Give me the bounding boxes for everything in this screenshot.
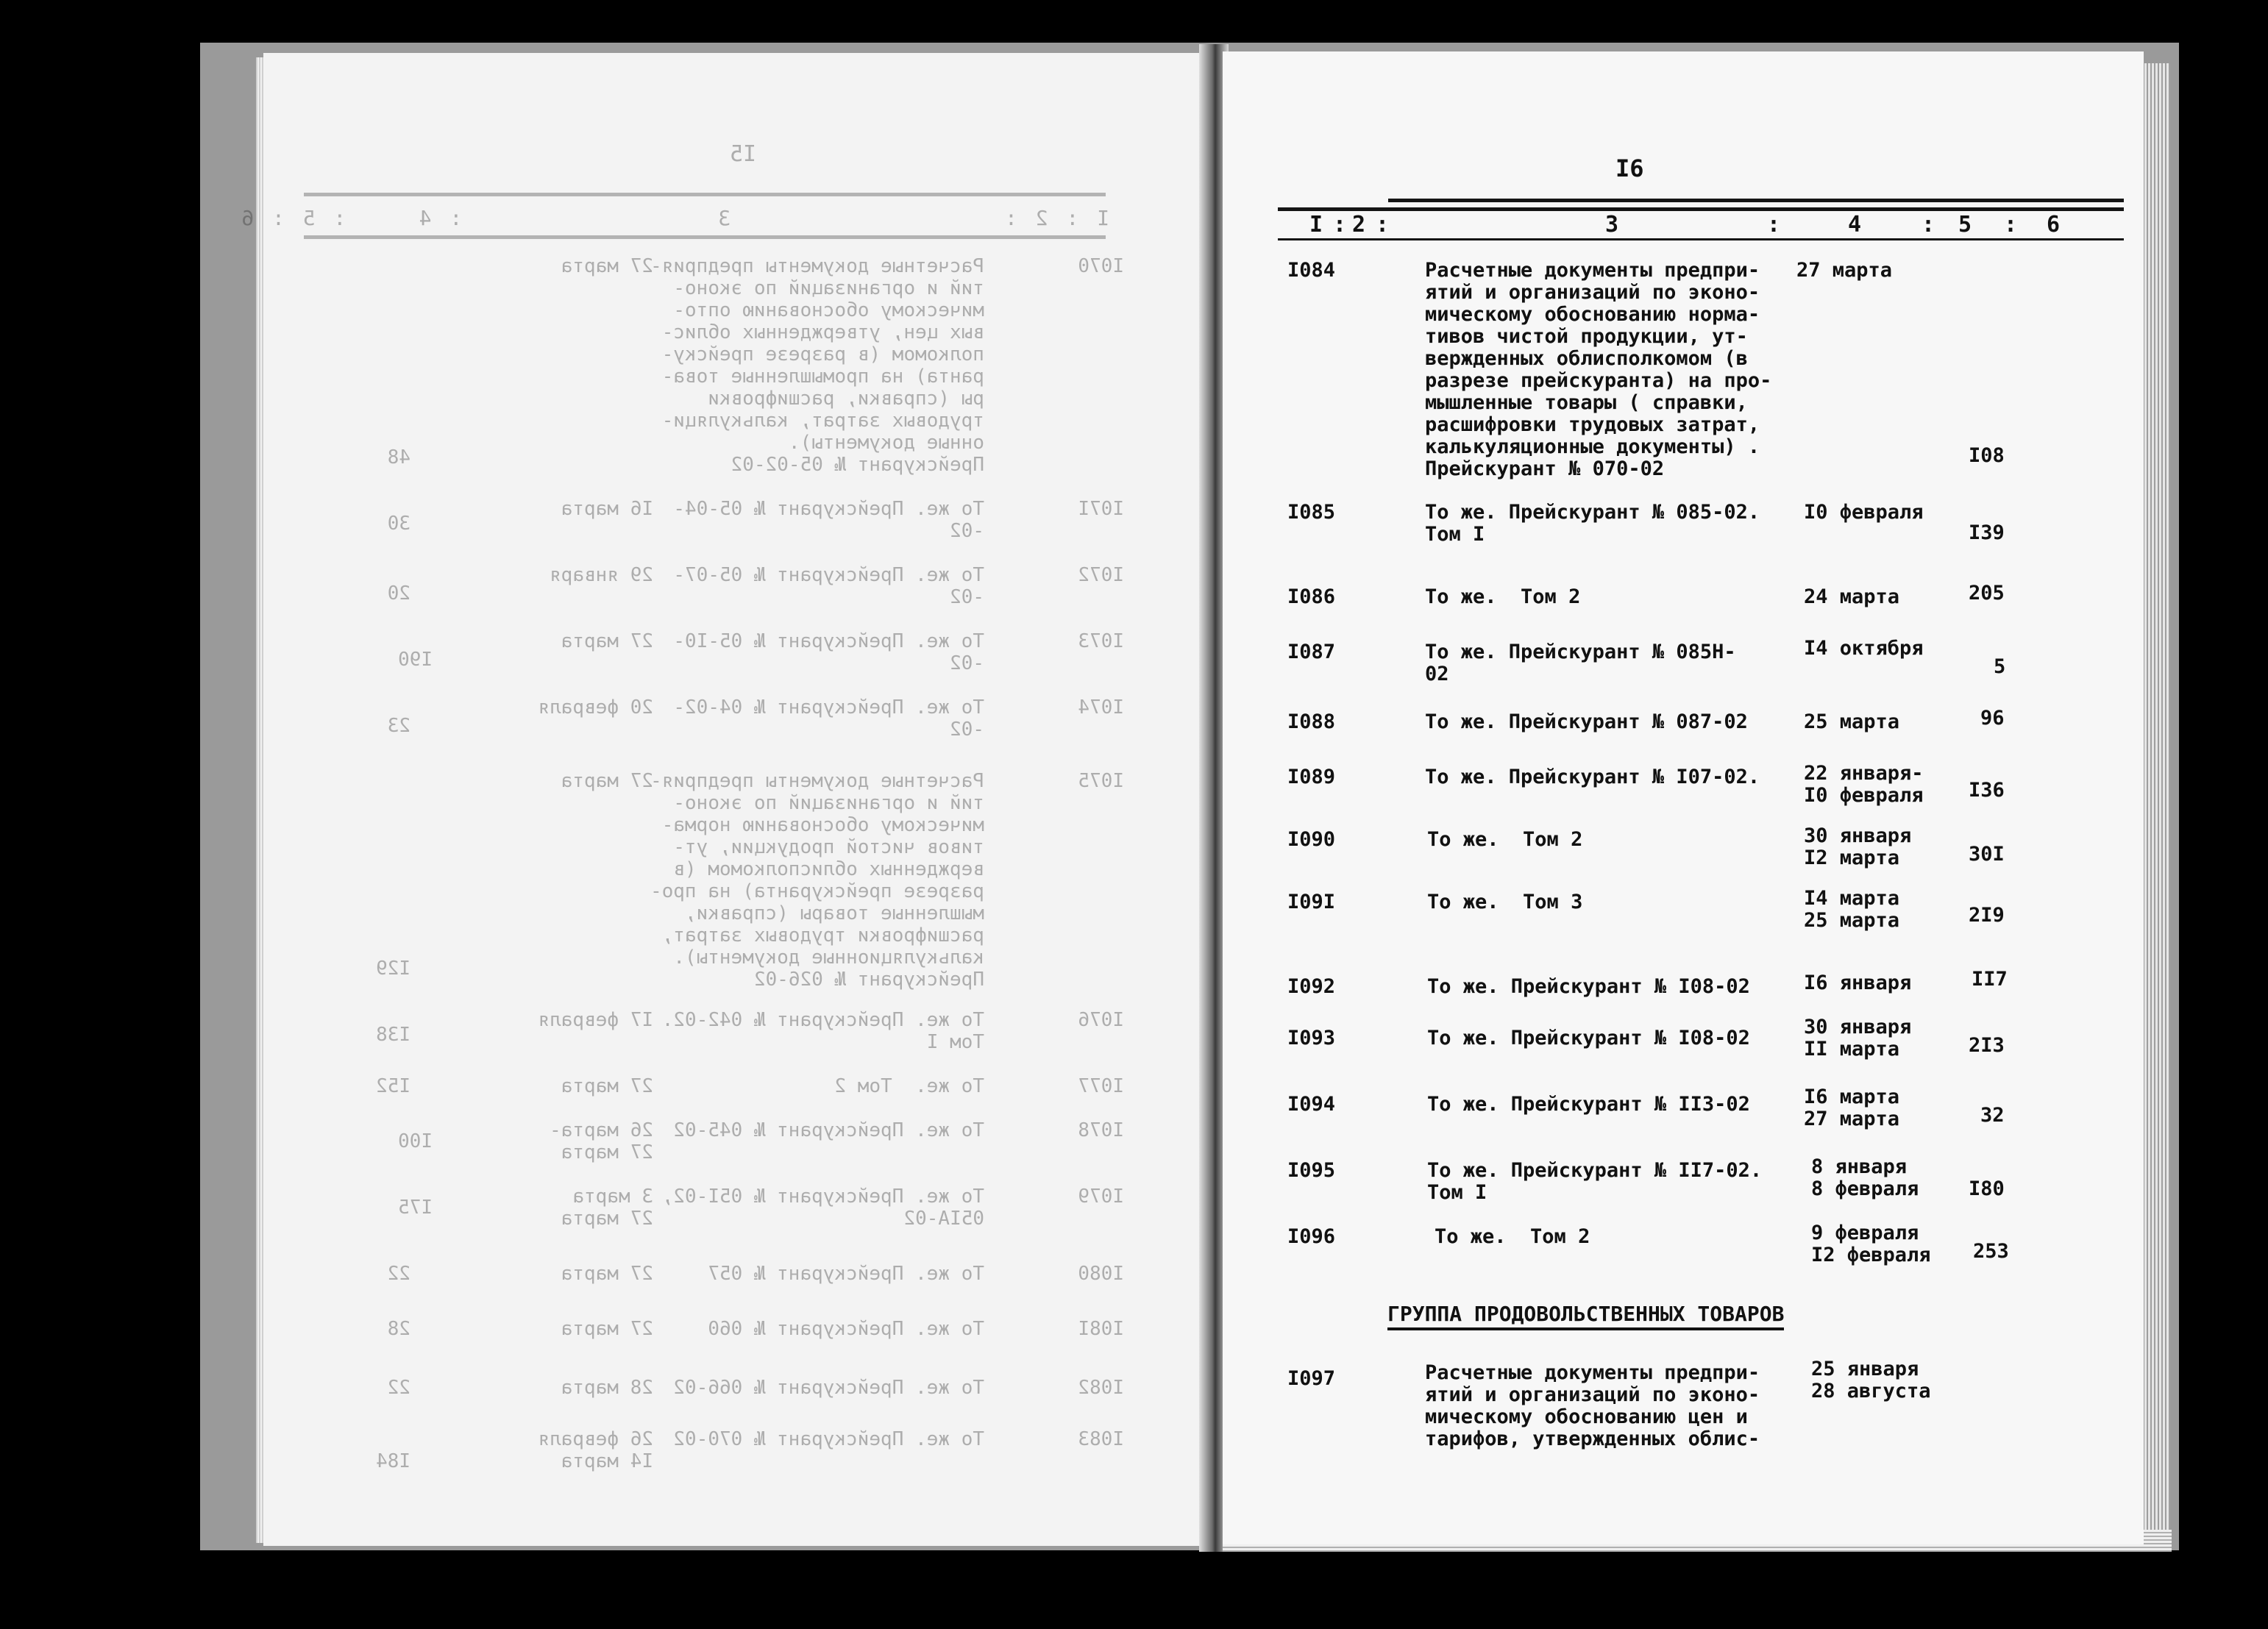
row-description: То же. Прейскурант № 087-02 <box>1425 710 1748 733</box>
left-page-number: I5 <box>729 141 756 167</box>
ghost-desc: То же. Прейскурант № 070-02 <box>673 1428 984 1450</box>
header-rule-top-left <box>1278 207 2124 211</box>
ghost-desc: То же. Прейскурант № 04-02- -02 <box>673 696 984 741</box>
row-date: 8 января 8 февраля <box>1811 1155 1919 1200</box>
row-number: I084 <box>1287 259 1336 282</box>
row-date: I4 октября <box>1804 637 1924 660</box>
ghost-sheets: I29 <box>376 958 410 980</box>
row-description: То же. Прейскурант № I08-02 <box>1427 975 1750 998</box>
row-sheets: 205 <box>1969 582 2005 605</box>
row-sheets: 96 <box>1980 707 2005 730</box>
row-number: I092 <box>1287 975 1336 998</box>
ghost-date: 27 марта <box>561 255 653 277</box>
ghost-sheets: I90 <box>398 649 433 671</box>
ghost-date: 28 марта <box>561 1377 653 1399</box>
row-description: То же. Том 3 <box>1427 891 1583 913</box>
left-header-rule-top <box>304 193 1106 196</box>
row-description: То же. Прейскурант № I07-02. <box>1425 766 1760 788</box>
header-rule-bottom <box>1278 238 2124 240</box>
row-number: I088 <box>1287 710 1336 733</box>
ghost-desc: Расчетные документы предприя- тий и организаций по эконо- мическому обоснованию опто- вых цен, утвержденных облис- полкомом (в разрезе прейску- ранта) на промышленные това- ры (справки, расшифровки трудовых затрат, калькуляци- онные документы). Прейскурант № 05-02-02 <box>650 255 984 476</box>
ghost-sheets: 30 <box>387 513 410 535</box>
ghost-row: I078 <box>1078 1119 1124 1141</box>
ghost-desc: То же. Прейскурант № 042-02. Том I <box>661 1009 984 1053</box>
row-number: I086 <box>1287 585 1336 608</box>
row-number: I089 <box>1287 766 1336 788</box>
row-sheets: 2I9 <box>1969 904 2005 927</box>
header-rule-top <box>1388 199 2124 202</box>
ghost-date: 3 марта 27 марта <box>561 1186 653 1230</box>
row-description: Расчетные документы предпри- ятий и организаций по эконо- мическому обоснованию цен и тарифов, утвержденных облис- <box>1425 1361 1760 1450</box>
ghost-sheets: I00 <box>398 1130 433 1152</box>
row-number: I093 <box>1287 1027 1336 1049</box>
row-date: I4 марта 25 марта <box>1804 887 1900 932</box>
ghost-row: I076 <box>1078 1009 1124 1031</box>
ghost-date: I7 февраля <box>538 1009 653 1031</box>
row-date: 22 января- I0 февраля <box>1804 762 1924 807</box>
row-description: То же. Прейскурант № 085Н- 02 <box>1425 641 1736 685</box>
ghost-sheets: 22 <box>387 1263 410 1285</box>
row-description: Расчетные документы предпри- ятий и организаций по эконо- мическому обоснованию норма- тивов чистой продукции, ут- вержденных облисполкомом (в разрезе прейскуранта) на про- мышленные товары ( справки, расшифровки трудовых затрат, калькуляционные документы) . Прейскурант № 070-02 <box>1425 259 1772 480</box>
row-description: То же. Прейскурант № 085-02. Том I <box>1425 501 1760 546</box>
row-sheets: I36 <box>1969 779 2005 802</box>
ghost-sheets: I75 <box>398 1197 433 1219</box>
row-date: 30 января II марта <box>1804 1016 1912 1061</box>
row-sheets: I80 <box>1969 1177 2005 1200</box>
ghost-desc: То же. Прейскурант № 057 <box>708 1263 984 1285</box>
ghost-row: I072 <box>1078 564 1124 586</box>
ghost-sheets: 28 <box>387 1318 410 1340</box>
ghost-date: 26 февраля I4 марта <box>538 1428 653 1472</box>
section-title: ГРУППА ПРОДОВОЛЬСТВЕННЫХ ТОВАРОВ <box>1387 1302 1784 1330</box>
ghost-desc: То же. Прейскурант № 05-I0- -02 <box>673 630 984 674</box>
ghost-date: 27 марта <box>561 1318 653 1340</box>
row-sheets: I08 <box>1969 444 2005 467</box>
column-header-2: 2 <box>1352 212 1366 238</box>
ghost-sheets: I38 <box>376 1024 410 1046</box>
column-header-5: 5 <box>1958 212 1972 238</box>
row-description: То же. Прейскурант № II3-02 <box>1427 1093 1750 1116</box>
row-number: I09I <box>1287 891 1336 913</box>
ghost-desc: То же. Том 2 <box>834 1075 984 1097</box>
row-sheets: II7 <box>1972 968 2008 991</box>
ghost-sheets: 22 <box>387 1377 410 1399</box>
ghost-desc: То же. Прейскурант № 05I-02, 05IА-02 <box>661 1186 984 1230</box>
ghost-date: 29 января <box>550 564 653 586</box>
ghost-desc: То же. Прейскурант № 045-02 <box>673 1119 984 1141</box>
ghost-date: 27 марта <box>561 1075 653 1097</box>
ghost-desc: То же. Прейскурант № 05-07- -02 <box>673 564 984 608</box>
row-number: I095 <box>1287 1159 1336 1182</box>
row-date: 9 февраля I2 февраля <box>1811 1222 1931 1266</box>
column-header-1: I <box>1309 212 1323 238</box>
right-page: I6 I : 2 : 3 : 4 : 5 : 6 I084 Расчетные документы предпри- ятий и организаций по эконо- мическому обоснованию норма- тивов чистой продукции, ут- вержденных облисполкомом (в разрезе прейскуранта) на про- мышленные товары ( справки, расшифровки трудовых затрат, калькуляционные документы) . Прейскурант № 070-02 27 марта I08 I085 То же. Прейскурант № 085-02. Том I I0 февраля I39 I086 То же. Том 2 24 марта 205 I087 То же. Прейскурант № 085Н- 02 I4 октября 5 I088 То же. Прейскурант № 087-02 25 марта 96 I089 То же. Прейскурант № I07-02. 22 января- I0 февраля I36 I090 То же. Том 2 30 января I2 марта 30I I09I То же. Том 3 I4 марта 25 марта 2I9 I092 То же. Прейскурант № I08-02 I6 января II7 I093 То же. Прейскурант № I08-02 30 января II марта 2I3 I094 То же. Прейскурант № II3-02 I6 марта 27 марта 32 I095 То же. Прейскурант № II7-02. Том I 8 января 8 февраля I80 I096 То же. Том 2 9 февраля I2 февраля 253 ГРУППА ПРОДОВОЛЬСТВЕННЫХ ТОВАРОВ I097 Расчетные документы предпри- ятий и организаций по эконо- мическому обоснованию цен и тарифов, утвержденных облис- 25 января 28 августа <box>1223 51 2144 1544</box>
ghost-sheets: I52 <box>376 1075 410 1097</box>
ghost-date: 27 марта <box>561 630 653 652</box>
ghost-row: I074 <box>1078 696 1124 719</box>
row-description: То же. Том 2 <box>1435 1225 1590 1248</box>
row-date: I6 января <box>1804 972 1912 994</box>
ghost-date: 27 марта <box>561 1263 653 1285</box>
ghost-date: 27 марта <box>561 770 653 792</box>
ghost-desc: То же. Прейскурант № 060 <box>708 1318 984 1340</box>
row-sheets: I39 <box>1969 521 2005 544</box>
row-sheets: 30I <box>1969 843 2005 866</box>
page-number: I6 <box>1615 154 1644 182</box>
left-column-header: I : 2 : 3 : 4 : 5 : 6 <box>241 206 1109 230</box>
column-header-3: 3 <box>1605 212 1619 238</box>
ghost-row: I083 <box>1078 1428 1124 1450</box>
row-date: 30 января I2 марта <box>1804 824 1912 869</box>
ghost-date: 20 февраля <box>538 696 653 719</box>
row-description: То же. Том 2 <box>1427 828 1583 851</box>
row-sheets: 5 <box>1994 655 2006 678</box>
column-header-4: 4 <box>1848 212 1862 238</box>
row-date: 24 марта <box>1804 585 1900 608</box>
row-description: То же. Прейскурант № II7-02. Том I <box>1427 1159 1763 1204</box>
ghost-row: I08I <box>1078 1318 1124 1340</box>
row-number: I094 <box>1287 1093 1336 1116</box>
row-number: I085 <box>1287 501 1336 524</box>
ghost-row: I077 <box>1078 1075 1124 1097</box>
row-description: То же. Том 2 <box>1425 585 1581 608</box>
row-sheets: 253 <box>1973 1240 2009 1263</box>
ghost-sheets: I84 <box>376 1450 410 1472</box>
column-header-6: 6 <box>2047 212 2061 238</box>
row-number: I097 <box>1287 1367 1336 1390</box>
row-date: 27 марта <box>1796 259 1893 282</box>
ghost-date: 26 марта- 27 марта <box>550 1119 653 1163</box>
ghost-row: I079 <box>1078 1186 1124 1208</box>
left-header-rule-bottom <box>304 235 1106 239</box>
ghost-sheets: 48 <box>387 446 410 468</box>
row-date: 25 января 28 августа <box>1811 1358 1931 1402</box>
ghost-desc: То же. Прейскурант № 066-02 <box>673 1377 984 1399</box>
row-date: 25 марта <box>1804 710 1900 733</box>
row-date: I0 февраля <box>1804 501 1924 524</box>
ghost-date: I6 марта <box>561 498 653 520</box>
row-date: I6 марта 27 марта <box>1804 1086 1900 1130</box>
ghost-row: I075 <box>1078 770 1124 792</box>
row-sheets: 2I3 <box>1969 1034 2005 1057</box>
ghost-row: I082 <box>1078 1377 1124 1399</box>
row-number: I087 <box>1287 641 1336 663</box>
row-number: I096 <box>1287 1225 1336 1248</box>
ghost-row: I07I <box>1078 498 1124 520</box>
row-sheets: 32 <box>1980 1104 2005 1127</box>
ghost-desc: Расчетные документы предприя- тий и организаций по эконо- мическому обоснованию норма- тивов чистой продукции, ут- вержденных облисполкомом (в разрезе прейскуранта) на про- мышленные товары (справки, расшифровки трудовых затрат, калькуляционные документы). Прейскурант № 026-02 <box>650 770 984 991</box>
ghost-sheets: 23 <box>387 715 410 737</box>
ghost-row: I073 <box>1078 630 1124 652</box>
row-number: I090 <box>1287 828 1336 851</box>
ghost-desc: То же. Прейскурант № 05-04- -02 <box>673 498 984 542</box>
ghost-sheets: 20 <box>387 582 410 605</box>
ghost-row: I080 <box>1078 1263 1124 1285</box>
left-page <box>241 53 1212 1546</box>
left-page-bleedthrough <box>241 53 1212 1546</box>
row-description: То же. Прейскурант № I08-02 <box>1427 1027 1750 1049</box>
ghost-row: I070 <box>1078 255 1124 277</box>
